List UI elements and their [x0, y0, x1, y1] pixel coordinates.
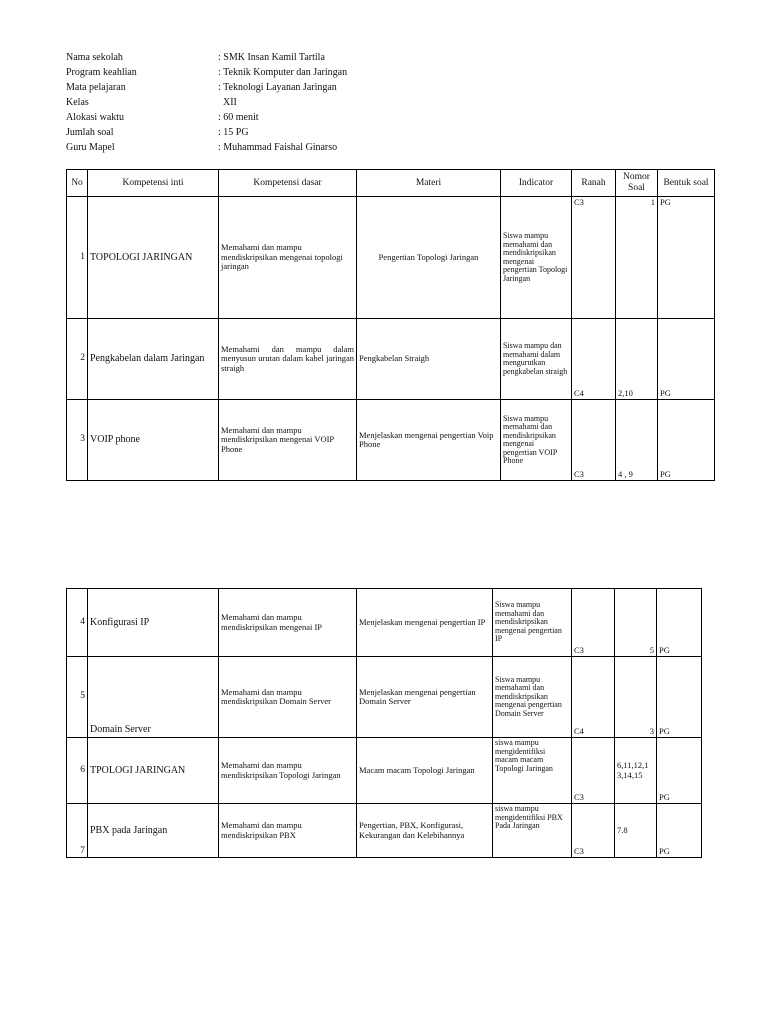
- row-nomor-soal: 4 , 9: [616, 400, 658, 481]
- row-no: 7: [67, 804, 88, 858]
- row-kompetensi-inti: TOPOLOGI JARINGAN: [88, 197, 219, 319]
- row-kompetensi-inti: Pengkabelan dalam Jaringan: [88, 319, 219, 400]
- row-indicator: siswa mampu mengidentifiksi macam macam Topologi Jaringan: [493, 738, 572, 804]
- row-ranah: C3: [572, 804, 615, 858]
- row-indicator: Siswa mampu memahami dan mendiskripsikan mengenai pengertian Topologi Jaringan: [501, 197, 572, 319]
- row-kompetensi-dasar: Memahami dan mampu mendiskripsikan Topologi Jaringan: [219, 738, 357, 804]
- row-kompetensi-dasar: Memahami dan mampu dalam menyusun urutan dalam kabel jaringan straigh: [219, 319, 357, 400]
- row-bentuk-soal: PG: [657, 657, 702, 738]
- table-row: [67, 657, 702, 738]
- header-kompetensi-inti: Kompetensi inti: [88, 170, 219, 197]
- row-bentuk-soal: PG: [658, 400, 715, 481]
- row-indicator: Siswa mampu memahami dan mendiskripsikan mengenai pengertian Domain Server: [493, 657, 572, 738]
- row-nomor-soal: 6,11,12,13,14,15: [615, 738, 657, 804]
- row-kompetensi-dasar: Memahami dan mampu mendiskripsikan mengenai topologi jaringan: [219, 197, 357, 319]
- header-bentuk-soal: Bentuk soal: [658, 170, 715, 197]
- row-bentuk-soal: PG: [658, 319, 715, 400]
- row-no: 6: [67, 738, 88, 804]
- row-materi: Macam macam Topologi Jaringan: [357, 738, 493, 804]
- table-row: [67, 319, 715, 400]
- row-nomor-soal: 7.8: [615, 804, 657, 858]
- header-value: : Teknik Komputer dan Jaringan: [218, 67, 348, 78]
- row-no: 1: [67, 197, 88, 319]
- row-materi: Menjelaskan mengenai pengertian IP: [357, 589, 493, 657]
- table-row: [67, 804, 702, 858]
- row-kompetensi-dasar: Memahami dan mampu mendiskripsikan PBX: [219, 804, 357, 858]
- table-header-row: [67, 170, 715, 197]
- row-ranah: C3: [572, 738, 615, 804]
- row-materi: Pengertian, PBX, Konfigurasi, Kekurangan dan Kelebihannya: [357, 804, 493, 858]
- row-kompetensi-inti: Domain Server: [88, 657, 219, 738]
- header-materi: Materi: [357, 170, 501, 197]
- kisi-kisi-table-1: [66, 169, 715, 481]
- row-no: 2: [67, 319, 88, 400]
- row-no: 5: [67, 657, 88, 738]
- row-ranah: C4: [572, 319, 616, 400]
- row-materi: Pengertian Topologi Jaringan: [357, 197, 501, 319]
- row-no: 4: [67, 589, 88, 657]
- header-value: : Muhammad Faishal Ginarso: [218, 142, 338, 153]
- table-row: [67, 589, 702, 657]
- header-value: : Teknologi Layanan Jaringan: [218, 82, 337, 93]
- header-ranah: Ranah: [572, 170, 616, 197]
- row-bentuk-soal: PG: [657, 804, 702, 858]
- row-no: 3: [67, 400, 88, 481]
- row-nomor-soal: 3: [615, 657, 657, 738]
- row-ranah: C3: [572, 197, 616, 319]
- header-value: : 15 PG: [218, 127, 249, 138]
- header-kompetensi-dasar: Kompetensi dasar: [219, 170, 357, 197]
- row-ranah: C4: [572, 657, 615, 738]
- table-row: [67, 197, 715, 319]
- row-kompetensi-dasar: Memahami dan mampu mendiskripsikan mengenai IP: [219, 589, 357, 657]
- row-indicator: siswa mampu mengidentifiksi PBX Pada Jaringan: [493, 804, 572, 858]
- row-nomor-soal: 2,10: [616, 319, 658, 400]
- row-materi: Pengkabelan Straigh: [357, 319, 501, 400]
- row-kompetensi-inti: PBX pada Jaringan: [88, 804, 219, 858]
- row-kompetensi-inti: TPOLOGI JARINGAN: [88, 738, 219, 804]
- header-label: Kelas: [66, 97, 89, 108]
- row-ranah: C3: [572, 400, 616, 481]
- row-bentuk-soal: PG: [657, 589, 702, 657]
- row-nomor-soal: 5: [615, 589, 657, 657]
- header-label: Program keahlian: [66, 67, 137, 78]
- header-no: No: [67, 170, 88, 197]
- header-value: : SMK Insan Kamil Tartila: [218, 52, 325, 63]
- row-kompetensi-inti: VOIP phone: [88, 400, 219, 481]
- row-materi: Menjelaskan mengenai pengertian Domain Server: [357, 657, 493, 738]
- header-value: : 60 menit: [218, 112, 259, 123]
- row-materi: Menjelaskan mengenai pengertian Voip Phone: [357, 400, 501, 481]
- row-kompetensi-inti: Konfigurasi IP: [88, 589, 219, 657]
- kisi-kisi-table-2: [66, 588, 702, 858]
- row-indicator: Siswa mampu memahami dan mendiskripsikan mengenai pengertian IP: [493, 589, 572, 657]
- header-label: Nama sekolah: [66, 52, 123, 63]
- row-nomor-soal: 1: [616, 197, 658, 319]
- row-indicator: Siswa mampu memahami dan mendiskripsikan mengenai pengertian VOIP Phone: [501, 400, 572, 481]
- header-label: Alokasi waktu: [66, 112, 125, 123]
- row-indicator: Siswa mampu dan memahami dalam mengurutkan pengkabelan straigh: [501, 319, 572, 400]
- header-indicator: Indicator: [501, 170, 572, 197]
- table-row: [67, 400, 715, 481]
- row-ranah: C3: [572, 589, 615, 657]
- header-nomor-soal: Nomor Soal: [616, 170, 658, 197]
- row-kompetensi-dasar: Memahami dan mampu mendiskripsikan Domain Server: [219, 657, 357, 738]
- header-label: Mata pelajaran: [66, 82, 126, 93]
- header-label: Guru Mapel: [66, 142, 115, 153]
- header-label: Jumlah soal: [66, 127, 114, 138]
- row-bentuk-soal: PG: [658, 197, 715, 319]
- row-bentuk-soal: PG: [657, 738, 702, 804]
- table-row: [67, 738, 702, 804]
- row-kompetensi-dasar: Memahami dan mampu mendiskripsikan mengenai VOIP Phone: [219, 400, 357, 481]
- header-value: XII: [218, 97, 237, 108]
